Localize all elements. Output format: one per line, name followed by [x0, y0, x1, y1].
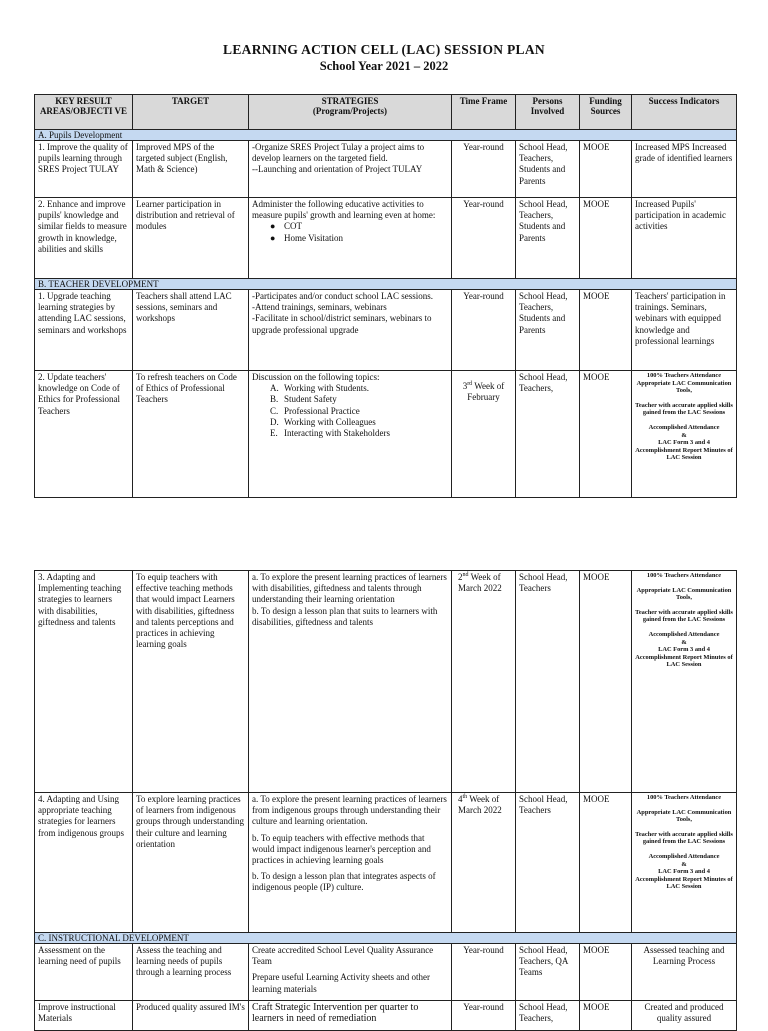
header-persons: Persons Involved: [516, 95, 580, 130]
key-result-cell: 1. Upgrade teaching learning strategies by attending LAC sessions, seminars and workshops: [35, 290, 133, 371]
strategies-cell: -Participates and/or conduct school LAC sessions. -Attend trainings, seminars, webinars -Facilitate in school/district seminars, webinars to upgrade professional upgrade: [249, 290, 452, 371]
section-b-label: B. TEACHER DEVELOPMENT: [35, 279, 737, 290]
target-cell: To refresh teachers on Code of Ethics of Professional Teachers: [133, 371, 249, 498]
target-cell: To explore learning practices of learners from indigenous groups through understanding their culture and learning orientation: [133, 793, 249, 933]
success-cell: 100% Teachers Attendance Appropriate LAC Communication Tools, Teacher with accurate applied skills gained from the LAC Sessions Accomplished Attendance & LAC Form 3 and 4 Accomplishment Report Minutes of LAC Session: [632, 793, 737, 933]
table-row: [35, 290, 737, 371]
target-cell: Learner participation in distribution and retrieval of modules: [133, 198, 249, 279]
header-success: Success Indicators: [632, 95, 737, 130]
persons-cell: School Head, Teachers,: [516, 1001, 580, 1031]
table-row: [35, 571, 737, 793]
target-cell: Produced quality assured IM's: [133, 1001, 249, 1031]
funding-cell: MOOE: [580, 371, 632, 498]
target-cell: Assess the teaching and learning needs of pupils through a learning process: [133, 944, 249, 1001]
time-frame-cell: Year-round: [452, 944, 516, 1001]
key-result-cell: 1. Improve the quality of pupils learning through SRES Project TULAY: [35, 141, 133, 198]
funding-cell: MOOE: [580, 944, 632, 1001]
persons-cell: School Head, Teachers, Students and Parents: [516, 141, 580, 198]
funding-cell: MOOE: [580, 290, 632, 371]
key-result-cell: 4. Adapting and Using appropriate teaching strategies for learners from indigenous groups: [35, 793, 133, 933]
table-row: [35, 371, 737, 498]
strategies-cell: Administer the following educative activities to measure pupils' growth and learning even at home: ● COT ● Home Visitation: [249, 198, 452, 279]
funding-cell: MOOE: [580, 571, 632, 793]
persons-cell: School Head, Teachers, Students and Parents: [516, 198, 580, 279]
persons-cell: School Head, Teachers,: [516, 371, 580, 498]
persons-cell: School Head, Teachers: [516, 571, 580, 793]
time-frame-cell: 2nd Week of March 2022: [452, 571, 516, 793]
header-time-frame: Time Frame: [452, 95, 516, 130]
strategies-cell: a. To explore the present learning practices of learners with disabilities, giftedness and talents through understanding their learning orientation b. To design a lesson plan that suits to learners with disabilities, giftedness and talents: [249, 571, 452, 793]
strategies-cell: a. To explore the present learning practices of learners from indigenous groups through understanding their culture and learning orientation. b. To equip teachers with effective methods that would impact indigenous learner's perception and practices in achieving learning goals b. To design a lesson plan that integrates aspects of indigenous people (IP) culture.: [249, 793, 452, 933]
school-year: School Year 2021 – 2022: [319, 59, 449, 73]
lac-plan-table-part2: [34, 570, 737, 1031]
table-row: [35, 198, 737, 279]
strategies-cell: Discussion on the following topics: A. Working with Students. B. Student Safety C. Professional Practice D. Working with Colleagues E. Interacting with Stakeholders: [249, 371, 452, 498]
funding-cell: MOOE: [580, 198, 632, 279]
time-frame-cell: Year-round: [452, 198, 516, 279]
table-row: [35, 944, 737, 1001]
funding-cell: MOOE: [580, 1001, 632, 1031]
success-cell: Created and produced quality assured: [632, 1001, 737, 1031]
document-title: LEARNING ACTION CELL (LAC) SESSION PLAN: [223, 42, 545, 57]
success-cell: 100% Teachers Attendance Appropriate LAC Communication Tools, Teacher with accurate applied skills gained from the LAC Sessions Accomplished Attendance & LAC Form 3 and 4 Accomplishment Report Minutes of LAC Session: [632, 571, 737, 793]
funding-cell: MOOE: [580, 141, 632, 198]
persons-cell: School Head, Teachers: [516, 793, 580, 933]
key-result-cell: Improve instructional Materials: [35, 1001, 133, 1031]
time-frame-cell: Year-round: [452, 141, 516, 198]
persons-cell: School Head, Teachers, QA Teams: [516, 944, 580, 1001]
header-target: TARGET: [133, 95, 249, 130]
success-cell: Teachers' participation in trainings. Seminars, webinars with equipped knowledge and professional learnings: [632, 290, 737, 371]
time-frame-cell: 3rd Week of February: [452, 371, 516, 498]
key-result-cell: 2. Enhance and improve pupils' knowledge and similar fields to measure growth in knowledge, abilities and skills: [35, 198, 133, 279]
time-frame-cell: Year-round: [452, 290, 516, 371]
key-result-cell: 3. Adapting and Implementing teaching strategies to learners with disabilities, giftedness and talents: [35, 571, 133, 793]
header-funding: Funding Sources: [580, 95, 632, 130]
lac-plan-table-part1: [34, 94, 737, 498]
success-cell: Assessed teaching and Learning Process: [632, 944, 737, 1001]
header-key-result: KEY RESULT AREAS/OBJECTI VE: [35, 95, 133, 130]
header-strategies: STRATEGIES (Program/Projects): [249, 95, 452, 130]
table-row: [35, 141, 737, 198]
time-frame-cell: Year-round: [452, 1001, 516, 1031]
section-c-label: C. INSTRUCTIONAL DEVELOPMENT: [35, 933, 737, 944]
table-row: [35, 793, 737, 933]
strategies-cell: -Organize SRES Project Tulay a project aims to develop learners on the targeted field. --Launching and orientation of Project TULAY: [249, 141, 452, 198]
strategies-cell: Create accredited School Level Quality Assurance Team Prepare useful Learning Activity sheets and other learning materials: [249, 944, 452, 1001]
success-cell: 100% Teachers Attendance Appropriate LAC Communication Tools, Teacher with accurate applied skills gained from the LAC Sessions Accomplished Attendance & LAC Form 3 and 4 Accomplishment Report Minutes of LAC Session: [632, 371, 737, 498]
section-a-label: A. Pupils Development: [35, 130, 737, 141]
strategies-cell: Craft Strategic Intervention per quarter to learners in need of remediation: [249, 1001, 452, 1031]
target-cell: Teachers shall attend LAC sessions, seminars and workshops: [133, 290, 249, 371]
table-row: [35, 1001, 737, 1031]
funding-cell: MOOE: [580, 793, 632, 933]
success-cell: Increased MPS Increased grade of identified learners: [632, 141, 737, 198]
key-result-cell: Assessment on the learning need of pupils: [35, 944, 133, 1001]
key-result-cell: 2. Update teachers' knowledge on Code of Ethics for Professional Teachers: [35, 371, 133, 498]
target-cell: Improved MPS of the targeted subject (English, Math & Science): [133, 141, 249, 198]
persons-cell: School Head, Teachers, Students and Parents: [516, 290, 580, 371]
time-frame-cell: 4th Week of March 2022: [452, 793, 516, 933]
success-cell: Increased Pupils' participation in academic activities: [632, 198, 737, 279]
target-cell: To equip teachers with effective teaching methods that would impact Learners with disabilities, giftedness and talents perceptions and practices in achieving learning goals: [133, 571, 249, 793]
